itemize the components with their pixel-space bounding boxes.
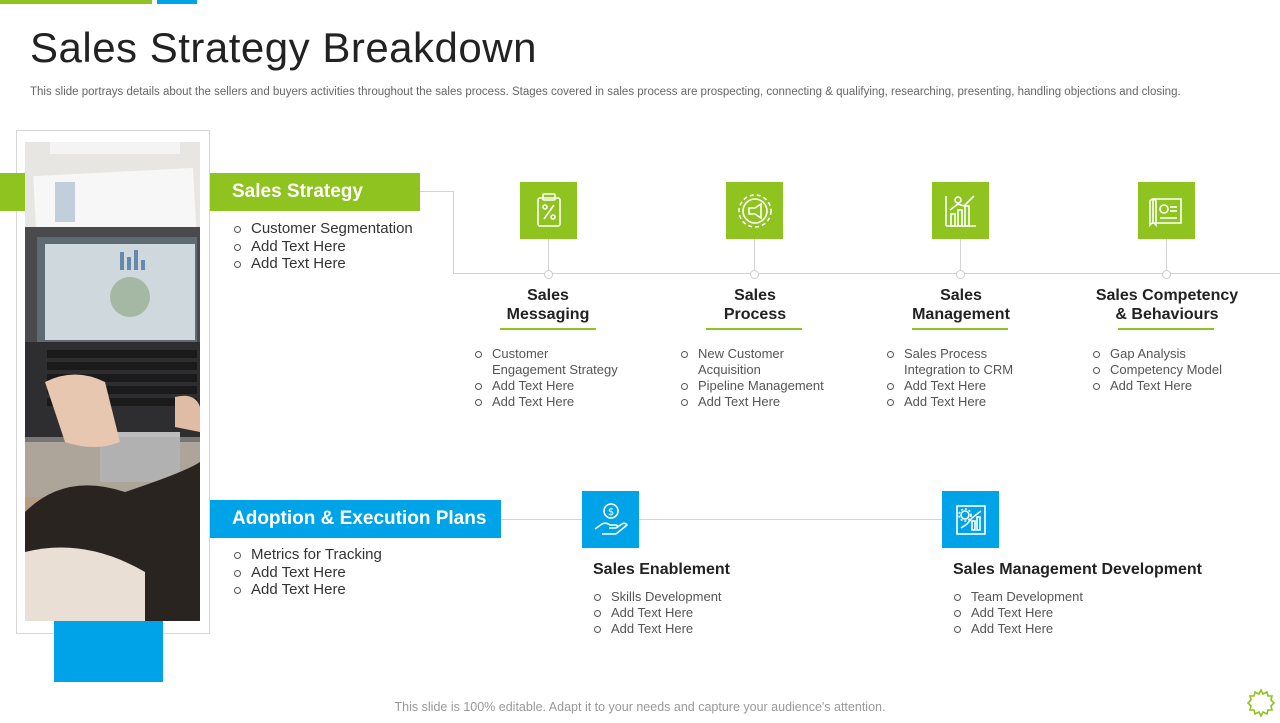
top-accent-blue: [157, 0, 197, 4]
list-item: Add Text Here: [952, 605, 1083, 621]
percent-tag-icon: [520, 182, 577, 239]
list-item: Customer Segmentation: [232, 220, 413, 238]
title-underline: [912, 328, 1008, 330]
adoption-label: Adoption & Execution Plans: [210, 500, 501, 538]
title-line: Sales: [734, 287, 776, 304]
title-line: Sales: [940, 287, 982, 304]
timeline-dot: [750, 270, 759, 279]
title-underline: [1118, 328, 1214, 330]
list-item: New Customer Acquisition: [679, 346, 859, 378]
list-item: Add Text Here: [1091, 378, 1271, 394]
list-item: Add Text Here: [592, 621, 722, 637]
decorative-blue-block: [54, 621, 163, 682]
sales-management-list: [885, 346, 1065, 410]
list-item: Team Development: [952, 589, 1083, 605]
list-item: Add Text Here: [952, 621, 1083, 637]
title-line: Sales Competency: [1095, 287, 1239, 304]
column-title-sales-management-development: Sales Management Development: [953, 561, 1202, 578]
title-line: Process: [723, 306, 787, 323]
list-item: Add Text Here: [232, 564, 382, 582]
list-item: Gap Analysis: [1091, 346, 1271, 362]
list-item: Sales Process Integration to CRM: [885, 346, 1065, 378]
column-title-sales-messaging: [468, 286, 628, 324]
sales-management-development-list: [952, 589, 1083, 637]
title-line: Sales: [527, 287, 569, 304]
list-item: Add Text Here: [232, 238, 413, 256]
page-subtitle: This slide portrays details about the sellers and buyers activities throughout the sales process. Stages covered in sales process are prospecting, connecting & qualifying, researching, presenting, handling objections and closing.: [30, 86, 1181, 98]
hand-coin-icon: [582, 491, 639, 548]
title-line: & Behaviours: [1115, 306, 1219, 323]
list-item: Add Text Here: [473, 394, 653, 410]
column-title-sales-management: [881, 286, 1041, 324]
column-title-sales-enablement: Sales Enablement: [593, 561, 730, 578]
timeline-dot: [1162, 270, 1171, 279]
sales-messaging-list: [473, 346, 653, 410]
sales-enablement-list: [592, 589, 722, 637]
connector-line: [1166, 239, 1167, 270]
top-accent-green: [0, 0, 152, 4]
list-item: Add Text Here: [232, 255, 413, 273]
list-item: Skills Development: [592, 589, 722, 605]
sales-strategy-accent: [0, 173, 25, 211]
list-item: Add Text Here: [885, 378, 1065, 394]
list-item: Add Text Here: [679, 394, 859, 410]
connector-line: [960, 239, 961, 270]
connector-line: [501, 519, 942, 520]
list-item: Add Text Here: [473, 378, 653, 394]
list-item: Customer Engagement Strategy: [473, 346, 653, 378]
timeline-line: [453, 273, 1280, 274]
sales-strategy-list: [232, 220, 413, 273]
list-item: Pipeline Management: [679, 378, 859, 394]
sales-strategy-label: Sales Strategy: [210, 173, 420, 211]
sales-competency-list: [1091, 346, 1271, 394]
gear-megaphone-icon: [726, 182, 783, 239]
title-underline: [500, 328, 596, 330]
list-item: Competency Model: [1091, 362, 1271, 378]
footer-note: This slide is 100% editable. Adapt it to your needs and capture your audience's attention.: [394, 700, 886, 714]
gear-icon: [1246, 688, 1276, 723]
connector-line: [453, 191, 454, 274]
title-line: Messaging: [506, 306, 590, 323]
list-item: Add Text Here: [232, 581, 382, 599]
column-title-sales-competency: [1077, 286, 1257, 324]
svg-text:$: $: [607, 506, 614, 518]
title-line: Management: [912, 306, 1010, 323]
list-item: Add Text Here: [592, 605, 722, 621]
connector-line: [754, 239, 755, 270]
list-item: Add Text Here: [885, 394, 1065, 410]
connector-line: [548, 239, 549, 270]
connector-line: [420, 191, 454, 192]
title-underline: [706, 328, 802, 330]
sales-process-list: [679, 346, 859, 410]
list-item: Metrics for Tracking: [232, 546, 382, 564]
page-title: Sales Strategy Breakdown: [30, 24, 537, 71]
timeline-dot: [956, 270, 965, 279]
growth-chart-icon: [932, 182, 989, 239]
column-title-sales-process: [675, 286, 835, 324]
adoption-list: [232, 546, 382, 599]
laptop-photo: [25, 142, 200, 621]
gear-chart-icon: [942, 491, 999, 548]
certificate-icon: [1138, 182, 1195, 239]
timeline-dot: [544, 270, 553, 279]
